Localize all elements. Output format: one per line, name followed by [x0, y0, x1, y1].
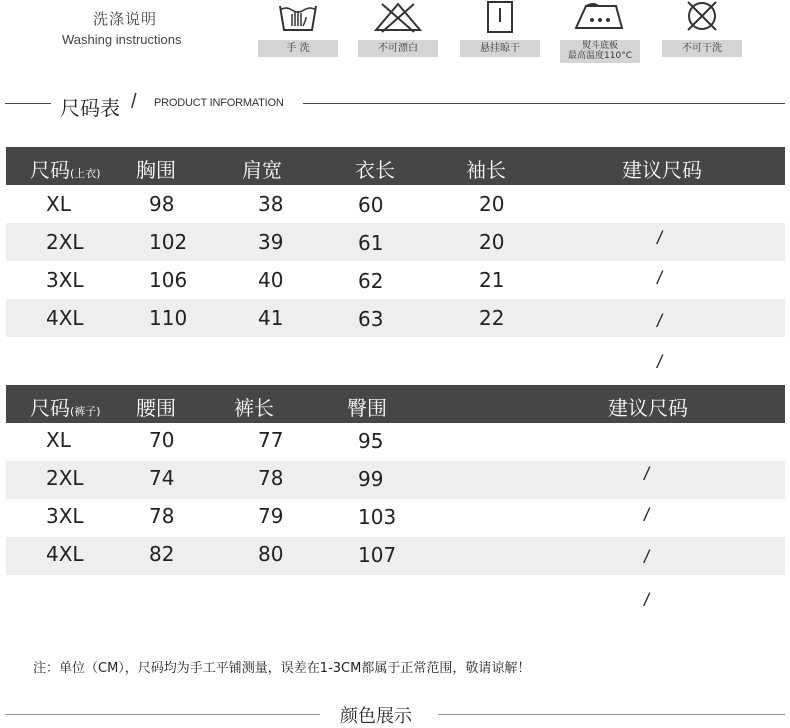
iron-label-line2: 最高温度110°C: [568, 51, 632, 61]
cell-shoulder: 41: [258, 306, 284, 330]
cell-size: 3XL: [46, 504, 84, 528]
suggest-mark: /: [657, 311, 663, 331]
suggest-mark: /: [644, 547, 650, 567]
cell-sleeve: 21: [479, 268, 505, 292]
care-no-dry-clean: [662, 0, 742, 70]
header-waist: 腰围: [136, 396, 176, 420]
bottom-divider-left: [5, 714, 320, 715]
table-row: [6, 461, 785, 499]
section-subtitle: PRODUCT INFORMATION: [154, 97, 284, 109]
cell-sleeve: 22: [479, 306, 505, 330]
cell-size: XL: [46, 192, 71, 216]
suggest-mark: /: [657, 352, 663, 372]
header-pants-length: 裤长: [234, 396, 274, 420]
table-row: [6, 499, 785, 537]
care-label-no-bleach: 不可漂白: [358, 40, 438, 57]
header-length: 衣长: [355, 158, 395, 182]
table-row: [6, 185, 785, 223]
section-title: 尺码表: [60, 96, 120, 120]
table-row: [6, 223, 785, 261]
header-size-note: (裤子): [70, 405, 101, 418]
cell-shoulder: 39: [258, 230, 284, 254]
cell-length: 63: [358, 307, 384, 331]
cell-waist: 74: [149, 466, 175, 490]
cell-chest: 110: [149, 306, 188, 330]
cell-size: XL: [46, 428, 71, 452]
cell-size: 3XL: [46, 268, 84, 292]
cell-pants-length: 79: [258, 504, 284, 528]
bottom-divider-right: [438, 714, 785, 715]
header-size: 尺码(上衣): [30, 158, 101, 182]
cell-chest: 106: [149, 268, 188, 292]
cell-size: 2XL: [46, 466, 84, 490]
washing-title: 洗涤说明: [93, 10, 158, 28]
no-bleach-icon: [372, 0, 424, 36]
care-hand-wash: [258, 0, 338, 70]
suggest-mark: /: [657, 228, 663, 248]
iron-label-line1: 熨斗底板: [581, 41, 618, 51]
header-size: 尺码(裤子): [30, 396, 101, 420]
cell-shoulder: 38: [258, 192, 284, 216]
table-row: [6, 423, 785, 461]
header-chest: 胸围: [136, 158, 176, 182]
suggest-mark: /: [657, 268, 663, 288]
cell-hip: 99: [358, 467, 384, 491]
header-size-note: (上衣): [70, 167, 101, 180]
top-table-header: [6, 147, 785, 185]
cell-pants-length: 80: [258, 542, 284, 566]
cell-shoulder: 40: [258, 268, 284, 292]
care-label-hang-dry: 悬挂晾干: [460, 40, 540, 57]
cell-pants-length: 77: [258, 428, 284, 452]
care-label-no-dry-clean: 不可干洗: [662, 40, 742, 57]
cell-length: 60: [358, 193, 384, 217]
cell-sleeve: 20: [479, 192, 505, 216]
suggest-mark: /: [644, 590, 650, 610]
cell-chest: 102: [149, 230, 188, 254]
table-row: [6, 261, 785, 299]
suggest-mark: /: [644, 505, 650, 525]
header-hip: 臀围: [347, 396, 387, 420]
header-shoulder: 肩宽: [242, 158, 282, 182]
washing-subtitle: Washing instructions: [62, 32, 182, 47]
measurement-note: 注：单位（CM），尺码均为手工平铺测量，误差在1-3CM都属于正常范围，敬请谅解！: [33, 661, 531, 676]
care-label-iron: [560, 40, 640, 63]
hand-wash-icon: [276, 0, 320, 36]
header-suggest: 建议尺码: [622, 158, 702, 182]
cell-size: 4XL: [46, 306, 84, 330]
care-label-hand-wash: 手 洗: [258, 40, 338, 57]
table-row: [6, 299, 785, 337]
no-dry-clean-icon: [680, 0, 724, 36]
suggest-mark: /: [644, 464, 650, 484]
header-sleeve: 袖长: [466, 158, 506, 182]
section-slash: /: [131, 91, 137, 113]
cell-waist: 82: [149, 542, 175, 566]
cell-sleeve: 20: [479, 230, 505, 254]
hang-dry-icon: [482, 0, 518, 36]
cell-length: 61: [358, 231, 384, 255]
section-divider-left: [5, 103, 51, 104]
cell-hip: 107: [358, 543, 397, 567]
cell-size: 2XL: [46, 230, 84, 254]
cell-chest: 98: [149, 192, 175, 216]
pants-table-header: [6, 385, 785, 423]
table-row: [6, 537, 785, 575]
care-no-bleach: [358, 0, 438, 70]
care-iron: [560, 0, 640, 70]
iron-icon: [572, 0, 628, 36]
cell-waist: 70: [149, 428, 175, 452]
cell-hip: 95: [358, 429, 384, 453]
cell-length: 62: [358, 269, 384, 293]
cell-size: 4XL: [46, 542, 84, 566]
cell-hip: 103: [358, 505, 397, 529]
care-hang-dry: [460, 0, 540, 70]
section-divider-right: [303, 103, 785, 104]
color-section-title: 颜色展示: [340, 706, 412, 727]
cell-waist: 78: [149, 504, 175, 528]
header-suggest: 建议尺码: [608, 396, 688, 420]
cell-pants-length: 78: [258, 466, 284, 490]
